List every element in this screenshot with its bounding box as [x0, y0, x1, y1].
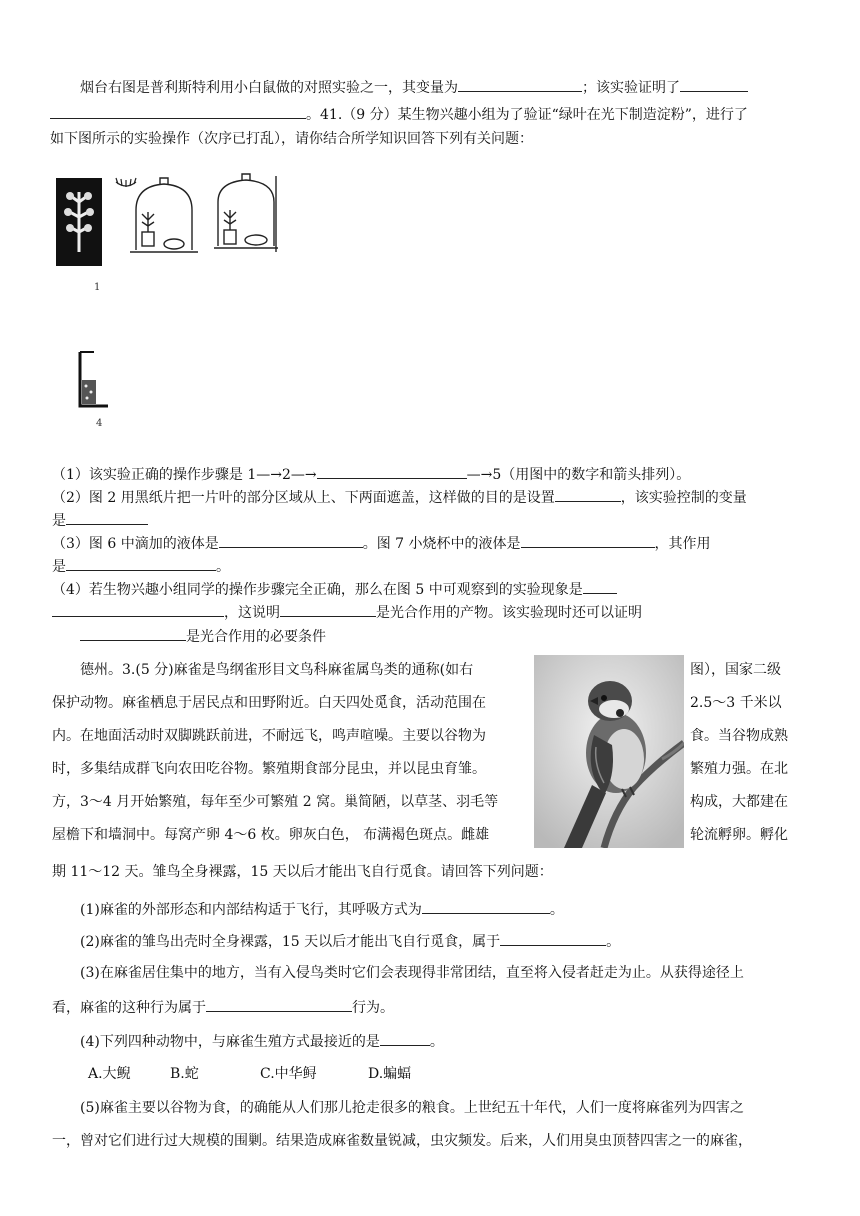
- option-b[interactable]: B.蛇: [170, 1066, 199, 1082]
- answer-blank[interactable]: [52, 601, 224, 617]
- passage-line-1-right: 图），国家二级: [690, 662, 781, 678]
- figure-3-bell-jar: [214, 174, 278, 252]
- answer-blank[interactable]: [583, 578, 617, 594]
- answer-blank[interactable]: [680, 76, 748, 92]
- answer-blank[interactable]: [458, 76, 582, 92]
- figure-label-4: 4: [96, 418, 103, 429]
- figure-1-dark-box: [56, 178, 102, 266]
- q41-part-4: [52, 578, 617, 600]
- text-segment: 。41.（9 分）某生物兴趣小组为了验证“绿叶在光下制造淀粉”，进行了: [306, 107, 748, 123]
- text-segment: (2)麻雀的雏鸟出壳时全身裸露，15 天以后才能出飞自行觅食，属于: [80, 934, 501, 950]
- option-a[interactable]: A.大鲵: [88, 1066, 131, 1082]
- text-segment: 。图 7 小烧杯中的液体是: [362, 536, 521, 552]
- figure-label-1: 1: [94, 282, 101, 293]
- passage-line-2-right: 2.5～3 千米以: [690, 695, 782, 711]
- q41-part-3: [52, 532, 711, 554]
- q41-part-4-end: [80, 625, 326, 647]
- passage-line-2: 保护动物。麻雀栖息于居民点和田野附近。白天四处觅食，活动范围在: [52, 695, 486, 711]
- bird-q3: (3)在麻雀居住集中的地方，当有入侵鸟类时它们会表现得非常团结，直至将入侵者赶走为止。从获得途径上: [80, 965, 744, 981]
- passage-line-6-right: 轮流孵卵。孵化: [690, 827, 788, 843]
- answer-blank[interactable]: [317, 463, 467, 479]
- text-segment: 。: [549, 902, 564, 918]
- intro-line-1: [80, 76, 748, 98]
- q41-part-2: [52, 486, 747, 508]
- answer-blank[interactable]: [380, 1030, 430, 1046]
- figure-4-beaker: [74, 346, 114, 416]
- passage-line-5-right: 构成，大都建在: [690, 794, 788, 810]
- q41-part-3-cont: [52, 555, 230, 577]
- passage-line-4: 时，多集结成群飞向农田吃谷物。繁殖期食部分昆虫，并以昆虫育雏。: [52, 761, 486, 777]
- text-segment: (4)下列四种动物中，与麻雀生殖方式最接近的是: [80, 1034, 380, 1050]
- sparrow-photo: [534, 655, 684, 848]
- q41-part-4-cont: [52, 601, 642, 623]
- option-c[interactable]: C.中华鲟: [260, 1066, 317, 1082]
- q41-part-1: [52, 463, 690, 485]
- intro-line-2: [50, 103, 748, 125]
- bird-q1: [80, 898, 564, 920]
- text-segment: 是光合作用的必要条件: [186, 629, 326, 645]
- passage-line-3-right: 食。当谷物成熟: [690, 728, 788, 744]
- text-segment: （4）若生物兴趣小组同学的操作步骤完全正确，那么在图 5 中可观察到的实验现象是: [52, 582, 583, 598]
- text-segment: ；该实验证明了: [582, 80, 680, 96]
- text-segment: 是: [52, 513, 66, 529]
- answer-blank[interactable]: [500, 930, 606, 946]
- text-segment: —→5（用图中的数字和箭头排列）。: [466, 467, 691, 483]
- answer-blank[interactable]: [80, 625, 186, 641]
- text-segment: 是: [52, 559, 66, 575]
- intro-line-3: 如下图所示的实验操作（次序已打乱），请你结合所学知识回答下列有关问题：: [50, 131, 533, 147]
- experiment-figures: [56, 172, 296, 292]
- text-segment: (1)麻雀的外部形态和内部结构适于飞行，其呼吸方式为: [80, 902, 422, 918]
- answer-blank[interactable]: [219, 532, 363, 548]
- bird-q2: [80, 930, 620, 952]
- text-segment: 行为。: [352, 1000, 394, 1016]
- text-segment: （3）图 6 中滴加的液体是: [52, 536, 219, 552]
- q41-part-2-cont: [52, 509, 148, 531]
- passage-line-5: 方，3～4 月开始繁殖，每年至少可繁殖 2 窝。巢简陋，以草茎、羽毛等: [52, 794, 499, 810]
- text-segment: 。: [216, 559, 230, 575]
- text-segment: （2）图 2 用黑纸片把一片叶的部分区域从上、下两面遮盖，这样做的目的是设置: [52, 490, 555, 506]
- answer-blank[interactable]: [206, 996, 352, 1012]
- answer-blank[interactable]: [50, 103, 306, 119]
- text-segment: 是光合作用的产物。该实验现时还可以证明: [376, 605, 642, 621]
- text-segment: ，该实验控制的变量: [620, 490, 747, 506]
- text-segment: 。: [429, 1034, 444, 1050]
- bird-q5: (5)麻雀主要以谷物为食，的确能从人们那儿抢走很多的粮食。上世纪五十年代，人们一度将麻雀列为四害之: [80, 1100, 744, 1116]
- answer-blank[interactable]: [66, 555, 216, 571]
- passage-line-4-right: 繁殖力强。在北: [690, 761, 788, 777]
- text-segment: 。: [606, 934, 621, 950]
- bird-q4: [80, 1030, 444, 1052]
- text-segment: （1）该实验正确的操作步骤是 1—→2—→: [52, 467, 317, 483]
- answer-blank[interactable]: [422, 898, 550, 914]
- answer-blank[interactable]: [555, 486, 621, 502]
- answer-blank[interactable]: [280, 601, 376, 617]
- text-segment: ，这说明: [224, 605, 280, 621]
- answer-blank[interactable]: [66, 509, 148, 525]
- bird-q5-cont: 一，曾对它们进行过大规模的围剿。结果造成麻雀数量锐减，虫灾频发。后来，人们用臭虫顶替四害之一的麻雀，: [52, 1133, 752, 1149]
- passage-line-3: 内。在地面活动时双脚跳跃前进，不耐远飞，鸣声喧噪。主要以谷物为: [52, 728, 486, 744]
- passage-line-6: 屋檐下和墙洞中。每窝产卵 4～6 枚。卵灰白色， 布满褐色斑点。雌雄: [52, 827, 490, 843]
- option-d[interactable]: D.蝙蝠: [368, 1066, 412, 1082]
- passage-line-7: 期 11～12 天。雏鸟全身裸露，15 天以后才能出飞自行觅食。请回答下列问题：: [52, 864, 553, 880]
- text-segment: 看，麻雀的这种行为属于: [52, 1000, 206, 1016]
- text-segment: ，其作用: [654, 536, 711, 552]
- text-segment: 烟台右图是普利斯特利用小白鼠做的对照实验之一，其变量为: [80, 80, 458, 96]
- figure-2-bell-jar: [130, 178, 198, 252]
- bird-q3-cont: [52, 996, 394, 1018]
- sun-icon: [116, 178, 136, 187]
- answer-blank[interactable]: [521, 532, 655, 548]
- passage-line-1: 德州。3.(5 分)麻雀是鸟纲雀形目文鸟科麻雀属鸟类的通称(如右: [80, 662, 474, 678]
